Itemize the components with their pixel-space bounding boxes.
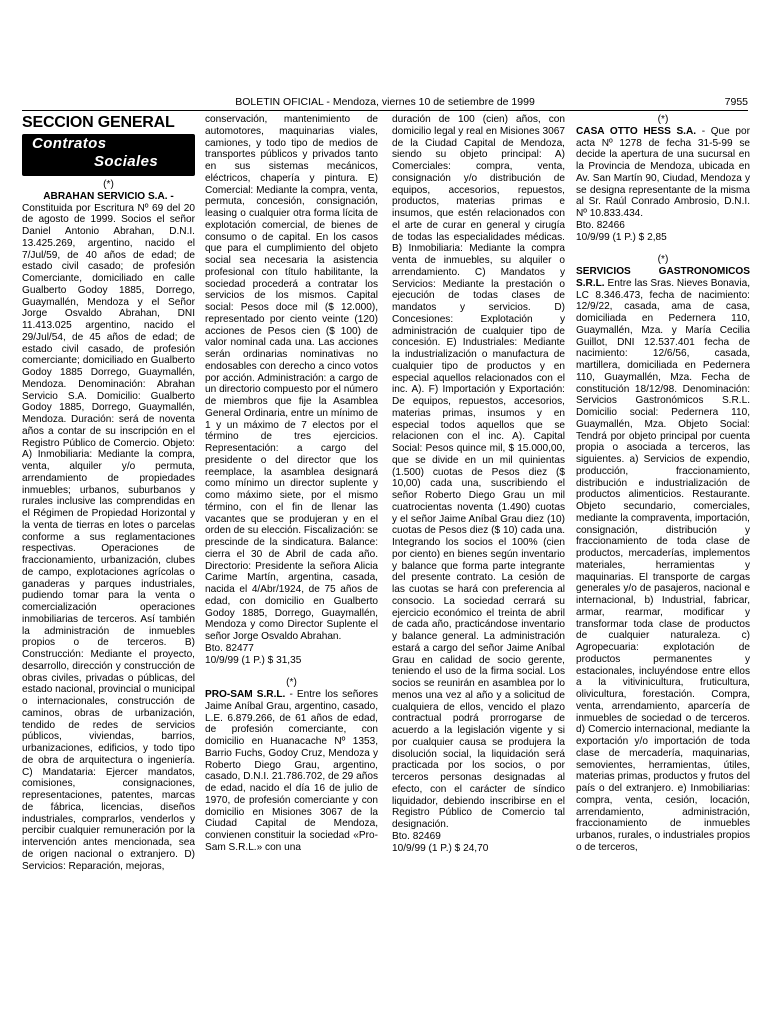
entry-text-casa-otto-hess: - Que por acta Nº 1278 de fecha 31-5-99 se decide la apertura de una sucursal en la Provincia de Mendoza, ubicada en Av. San Martín 90, Ciudad, Mendoza y se designa representante de la misma al Sr. Raúl Conrado Ambrosio, D.N.I. Nº 10.833.434. xyxy=(576,125,750,219)
entry-title-casa-otto-hess: CASA OTTO HESS S.A. xyxy=(576,125,697,137)
banner-line-2: Sociales xyxy=(94,153,159,170)
entry-text-servicios-gastronomicos: Entre las Sras. Nieves Bonavia, LC 8.346.473, fecha de nacimiento: 12/9/22, casada, ama de casa, domiciliada en Pedernera 110, Guaymallén, Mza. y María Cecilia Guillot, DNI 12.537.401 fecha de nacimiento: 12/6/56, casada, martillera, domiciliada en Pedernera 110, Guaymallén, Mza. Fecha de constitución 18/12/98. Denominación: Servicios Gastronómicos S.R.L. Domicilio social: Pedernera 110, Guaymallén, Mza. Objeto Social: Tendrá por objeto principal por cuenta propia o asociada a terceros, las siguientes. a) Servicios de expendio, producción, fraccionamiento, distribución e industrialización de productos alimenticios. Restaurante. Objeto secundario, comerciales, mediante la compraventa, importación, consignación, distribución y fraccionamiento de toda clase de productos, mercaderías, implementos materiales, herramientas y maquinarias. El transporte de cargas generales y/o de pasajeros, nacional e internacional, b) Industrial, fabricar, armar, rearmar, modificar y transformar toda clase de productos de cualquier naturaleza. c) Agropecuaria: explotación de productos permanentes y estacionales, incluyéndose entre ellos a la vitivinicultura, fruticultura, olivicultura, forestación. Compra, venta, arrendamiento, aparcería de inmuebles de sociedad o de terceros. d) Comercio internacional, mediante la exportación y/o importación de toda clase de mercadería, maquinarias, semovientes, herramientas, útiles, materias primas, productos y frutos del país o del extranjero. e) Inmobiliarias: compra, venta, cesión, locación, arrendamiento, administración, fraccionamiento de inmuebles urbanos, rurales, o industriales propios o de terceros, xyxy=(576,277,750,853)
column-2 xyxy=(205,114,378,854)
entry-text-pro-sam-cont: duración de 100 (cien) años, con domicilio legal y real en Misiones 3067 de la Ciudad Capital de Mendoza, siendo su objeto principal: A) Comerciales: compra, venta, consignación y/o distribución de equipos, accesorios, repuestos, productos, materias primas e insumos, que estén relacionados con el arte de curar en general y cirugía de todas las especialidades médicas. B) Inmobiliaria: Mediante la compra venta de inmuebles, su alquiler o arrendamiento. C) Mandatos y Servicios: Mediante la prestación o ejecución de todas clases de mandatos y servicios. D) Concesiones: Explotación y administración de cualquier tipo de concesión. E) Industriales: Mediante la industrialización o manufactura de cualquier tipo de productos y en especial aquellos relacionados con el inc. A). F) Importación y Exportación: De equipos, repuestos, accesorios, materias primas, insumos y en especial todos aquellos que se relacionen con el inc. A). Capital Social: Pesos quince mil, $ 15.000,00, que se divide en un mil quinientas (1.500) cuotas de Pesos diez ($ 10,00) cada una, suscribiendo el señor Roberto Diego Grau un mil cuatrocientas noventa (1.490) cuotas y el señor Jaime Aníbal Grau diez (10) cuotas de Pesos diez ($ 10) cada una. Integrando los socios el 100% (cien por ciento) en bienes según inventario y balance que forma parte integrante del presente contrato. La cesión de las cuotas se hará con preferencia al consocio. La sociedad cerrará su ejercicio económico el treinta de abril de cada año, practicándose inventario y balance general. La administración estará a cargo del señor Jaime Aníbal Grau en calidad de socio gerente, teniendo el uso de la firma social. Los socios se reunirán en asamblea por lo menos una vez al año y a solicitud de cualquiera de ellos, vencido el plazo contractual podrá prorrogarse de acuerdo a la legislación vigente y si por cualquier causa se produjera la disolución social, la liquidación será practicada por los socios, o por terceros personas designadas al efecto, con el carácter de síndico liquidador, debiendo inscribirse en el Registro Público de Comercio tal designación. xyxy=(392,114,565,830)
column-1 xyxy=(22,114,195,872)
bulletin-title: BOLETIN OFICIAL - Mendoza, viernes 10 de setiembre de 1999 xyxy=(235,96,535,108)
publication-info: 10/9/99 (1 P.) $ 2,85 xyxy=(576,231,667,243)
entry-title-servicios-gastronomicos: SERVICIOS GASTRONOMICOS S.R.L. xyxy=(576,266,750,289)
column-4 xyxy=(576,114,750,854)
entry-marker: (*) xyxy=(657,114,669,125)
bto-number: Bto. 82469 xyxy=(392,830,441,842)
contratos-sociales-banner xyxy=(22,134,195,176)
entry-servicios-gastronomicos xyxy=(576,266,750,854)
banner-line-1: Contratos xyxy=(32,135,107,152)
entry-pro-sam xyxy=(205,689,378,854)
publication-info: 10/9/99 (1 P.) $ 24,70 xyxy=(392,842,489,854)
entry-title-abrahan: ABRAHAN SERVICIO S.A. - xyxy=(43,190,174,202)
entry-text-abrahan-cont: conservación, mantenimiento de automotores, maquinarias viales, camiones, y todo tipo de medios de transportes públicos y privados tanto en sus sistemas mecánicos, eléctricos, chapería y pintura. E) Comercial: Mediante la compra, venta, permuta, concesión, consignación, leasing o cualquier otra forma lícita de explotación comercial, de bienes de consumo o de capital. En los casos que para el cumplimiento del objeto social sea necesaria la asistencia profesional con título habilitante, la sociedad procederá a contratar los servicios de los mismos. Capital social: Pesos doce mil ($ 12.000), representado por ciento veinte (120) acciones de Pesos cien ($ 100) de valor nominal cada una. Las acciones serán ordinarias nominativas no endosables con derecho a cinco votos por acción. Administración: a cargo de un directorio compuesto por el número de miembros que fije la Asamblea General Ordinaria, entre un mínimo de 1 y un máximo de 7 electos por el término de tres ejercicios. Representación: a cargo del presidente o del director que los reemplace, la asamblea designará como mínimo un director suplente y como máximo siete, por el mismo término, con el fin de llenar las vacantes que se produjeran y en el orden de su elección. Fiscalización: se prescinde de la sindicatura. Balance: cierra el 30 de Abril de cada año. Directorio: Presidente la señora Alicia Carime Martín, argentina, casada, nacida el 4/Abr/1924, de 75 años de edad, con domicilio en Gualberto Godoy 1885, Dorrego, Guaymallén, Mendoza y como Director Suplente el señor Jorge Osvaldo Abrahan. xyxy=(205,114,378,642)
publication-info: 10/9/99 (1 P.) $ 31,35 xyxy=(205,654,302,666)
bto-number: Bto. 82466 xyxy=(576,219,625,231)
entry-marker: (*) xyxy=(286,677,297,689)
entry-marker: (*) xyxy=(657,254,669,266)
entry-marker: (*) xyxy=(103,179,114,190)
page-number: 7955 xyxy=(724,96,748,108)
entry-casa-otto-hess xyxy=(576,126,750,220)
entry-title-pro-sam: PRO-SAM S.R.L. xyxy=(205,689,286,700)
entry-text-abrahan: Constituida por Escritura Nº 69 del 20 de agosto de 1999. Socios el señor Daniel Antonio Abrahan, D.N.I. 13.425.269, argentino, nacido el 7/Jul/59, de 40 años de edad; de estado civil casado; de profesión Comerciante, domiciliado en calle Gualberto Godoy 1885, Dorrego, Guaymallén, Mendoza y el Señor Jorge Osvaldo Abrahan, DNI 11.413.025 argentino, nacido el 29/Jul/54, de 45 años de edad; de estado civil casado, de profesión comerciante; domiciliado en Gualberto Godoy 1885 Dorrego, Guaymallén, Mendoza. Denominación: Abrahan Servicio S.A. Domicilio: Gualberto Godoy 1885, Dorrego, Guaymallén, Mendoza. Duración: será de noventa años a contar de su inscripción en el Registro Público de Comercio. Objeto: A) Inmobiliaria: Mediante la compra, venta, alquiler y/o permuta, arrendamiento de propiedades inmuebles; urbanos, suburbanos y rurales inclusive las comprendidas en el Régimen de Propiedad Horizontal y la venta de tierras en lotes o parcelas conforme a sus reglamentaciones respectivas. Operaciones de fraccionamiento, urbanización, clubes de campo, explotaciones agrícolas o ganaderas y parques industriales, pudiendo tomar para la venta o comercialización operaciones inmobiliarias de terceros. Así también la administración de inmuebles propios o de terceros. B) Construcción: Mediante el proyecto, desarrollo, dirección y construcción de obras civiles, privadas o públicas, del estado nacional, provincial o municipal o internacionales, construcción de caminos, obras de urbanización, tendido de redes de servicios públicos, viviendas, barrios, urbanizaciones, edificios, y todo tipo de obra de arquitectura o ingeniería. C) Mandataria: Ejercer mandatos, comisiones, consignaciones, representaciones, patentes, marcas de fábrica, licencias, diseños industriales, comprarlos, venderlos y percibir cualquier remuneración por la intervención antes mencionada, sea de origen nacional o extranjero. D) Servicios: Reparación, mejoras, xyxy=(22,202,195,872)
section-title: SECCION GENERAL xyxy=(22,114,175,131)
page-header xyxy=(22,96,748,111)
bto-number: Bto. 82477 xyxy=(205,642,254,654)
entry-text-pro-sam: - Entre los señores Jaime Aníbal Grau, argentino, casado, L.E. 6.879.266, de 61 años de edad, de profesión comerciante, con domicilio en Huanacache Nº 1353, Barrio Fuchs, Godoy Cruz, Mendoza y Roberto Diego Grau, argentino, casado, D.N.I. 21.786.702, de 29 años de edad, nacido el día 16 de julio de 1970, de profesión comerciante y con domicilio en Misiones 3067 de la Ciudad Capital de Mendoza, convienen constituir la sociedad «Pro-Sam S.R.L.» con una xyxy=(205,689,378,853)
column-3 xyxy=(392,114,565,854)
